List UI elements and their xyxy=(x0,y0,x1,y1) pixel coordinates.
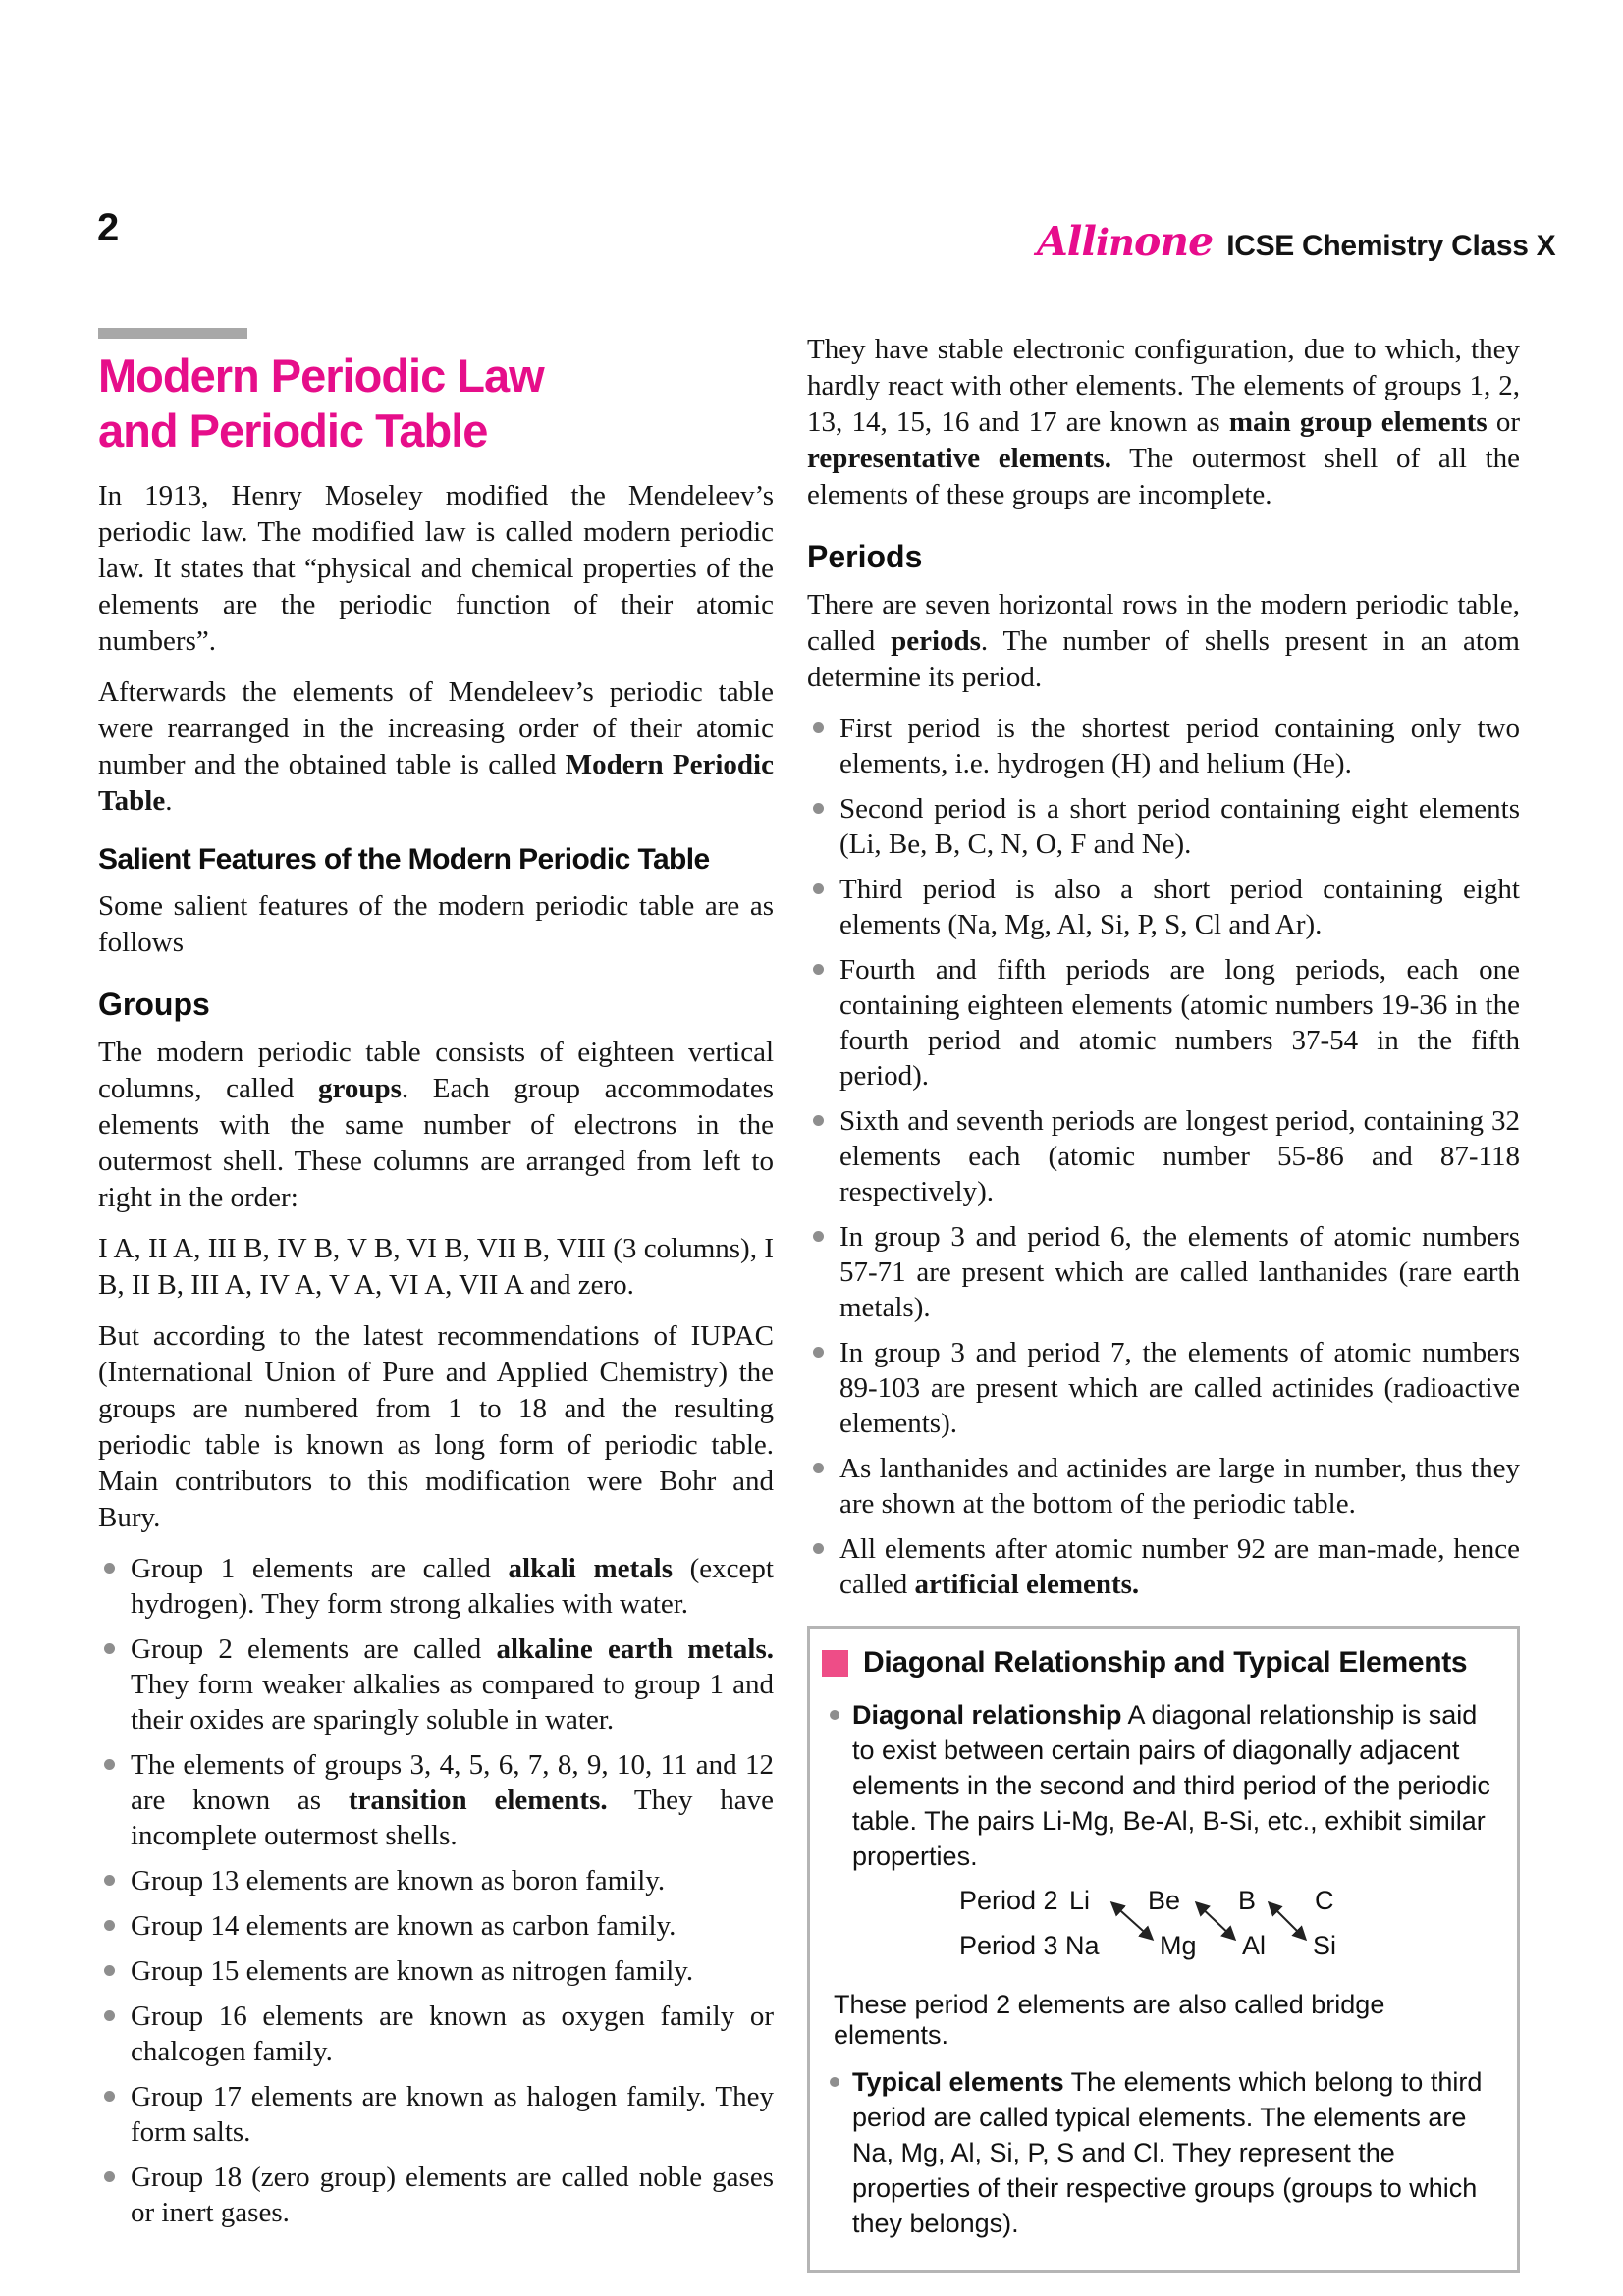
list-item: Typical elements The elements which belong to third period are called typical elements. The elements are Na, Mg, Al, Si, P, S and Cl. They represent the properties of their respective groups (groups to which they belongs). xyxy=(822,2064,1499,2241)
list-item: Group 16 elements are known as oxygen family or chalcogen family. xyxy=(98,1999,774,2069)
infobox-heading xyxy=(822,1646,1499,1680)
diagonal-relationship-box xyxy=(807,1626,1520,2273)
salient-features-heading: Salient Features of the Modern Periodic Table xyxy=(98,843,710,876)
chapter-rule xyxy=(98,328,247,339)
salient-intro: Some salient features of the modern periodic table are as follows xyxy=(98,890,774,958)
list-item: Group 13 elements are known as boron family. xyxy=(98,1863,774,1898)
list-item: Group 14 elements are known as carbon family. xyxy=(98,1908,774,1944)
groups-bullet-list xyxy=(98,1551,774,2230)
arrow-b-si xyxy=(1270,1903,1305,1939)
list-item: As lanthanides and actinides are large in number, thus they are shown at the bottom of the periodic table. xyxy=(807,1451,1520,1522)
infobox-list-top xyxy=(822,1697,1499,1874)
arrow-be-al xyxy=(1197,1903,1234,1939)
page-number: 2 xyxy=(97,206,120,249)
right-column xyxy=(807,332,1520,2273)
infobox-list-bottom xyxy=(822,2064,1499,2241)
groups-paragraph-2: But according to the latest recommendations of IUPAC (International Union of Pure and Applied Chemistry) the groups are numbered from 1 to 18 and the resulting periodic table is known as long form of periodic table. Main contributors to this modification were Bohr and Bury. xyxy=(98,1320,774,1533)
diagonal-relationship-diagram xyxy=(822,1886,1499,1980)
logo-one: one xyxy=(1133,218,1214,265)
list-item: The elements of groups 3, 4, 5, 6, 7, 8, 9, 10, 11 and 12 are known as transition elements. They have incomplete outermost shells. xyxy=(98,1747,774,1853)
list-item: Diagonal relationship A diagonal relationship is said to exist between certain pairs of diagonally adjacent elements in the second and third period of the periodic table. The pairs Li-Mg, Be-Al, B-Si, etc., exhibit similar properties. xyxy=(822,1697,1499,1874)
element-be: Be xyxy=(1148,1886,1181,1915)
arrow-li-mg xyxy=(1112,1903,1152,1939)
list-item: First period is the shortest period containing only two elements, i.e. hydrogen (H) and helium (He). xyxy=(807,711,1520,781)
page-header-brand xyxy=(1037,218,1555,265)
element-mg: Mg xyxy=(1160,1931,1197,1960)
periods-bullet-list xyxy=(807,711,1520,1602)
logo-in: in xyxy=(1095,221,1134,264)
groups-heading: Groups xyxy=(98,987,210,1022)
infobox-heading-text: Diagonal Relationship and Typical Elements xyxy=(863,1646,1468,1679)
list-item: All elements after atomic number 92 are man-made, hence called artificial elements. xyxy=(807,1531,1520,1602)
element-si: Si xyxy=(1313,1931,1337,1960)
list-item: Fourth and fifth periods are long periods, each one containing eighteen elements (atomic numbers 19-36 in the fourth period and atomic numbers 37-54 in the fifth period). xyxy=(807,952,1520,1094)
list-item: Sixth and seventh periods are longest period, containing 32 elements each (atomic number 55-86 and 87-118 respectively). xyxy=(807,1103,1520,1209)
period-3-label: Period 3 xyxy=(959,1931,1058,1960)
element-li: Li xyxy=(1069,1886,1091,1915)
element-b: B xyxy=(1238,1886,1257,1915)
left-column xyxy=(98,328,774,2240)
periods-intro: There are seven horizontal rows in the modern periodic table, called periods. The number of shells present in an atom determine its period. xyxy=(807,589,1520,693)
list-item: In group 3 and period 6, the elements of atomic numbers 57-71 are present which are called lanthanides (rare earth metals). xyxy=(807,1219,1520,1325)
chapter-title xyxy=(98,348,774,458)
list-item: Group 18 (zero group) elements are called noble gases or inert gases. xyxy=(98,2160,774,2230)
logo-all: All xyxy=(1037,218,1096,265)
intro-paragraph-2: Afterwards the elements of Mendeleev’s periodic table were rearranged in the increasing order of their atomic number and the obtained table is called Modern Periodic Table. xyxy=(98,676,774,817)
groups-paragraph-1: The modern periodic table consists of eighteen vertical columns, called groups. Each group accommodates elements with the same number of electrons in the outermost shell. These columns are arranged from left to right in the order: xyxy=(98,1037,774,1213)
allinone-logo xyxy=(1037,218,1213,265)
pink-square-icon xyxy=(822,1650,848,1677)
list-item: Group 17 elements are known as halogen family. They form salts. xyxy=(98,2079,774,2150)
list-item: In group 3 and period 7, the elements of atomic numbers 89-103 are present which are called actinides (radioactive elements). xyxy=(807,1335,1520,1441)
list-item: Group 15 elements are known as nitrogen family. xyxy=(98,1953,774,1989)
list-item: Group 2 elements are called alkaline earth metals. They form weaker alkalies as compared to group 1 and their oxides are sparingly soluble in water. xyxy=(98,1631,774,1737)
list-item: Group 1 elements are called alkali metals (except hydrogen). They form strong alkalies with water. xyxy=(98,1551,774,1622)
element-al: Al xyxy=(1242,1931,1267,1960)
groups-order-list: I A, II A, III B, IV B, V B, VI B, VII B, VIII (3 columns), I B, II B, III A, IV A, V A, VI A, VII A and zero. xyxy=(98,1233,774,1301)
list-item: Second period is a short period containing eight elements (Li, Be, B, C, N, O, F and Ne). xyxy=(807,791,1520,862)
list-item: Third period is also a short period containing eight elements (Na, Mg, Al, Si, P, S, Cl and Ar). xyxy=(807,872,1520,942)
intro-paragraph-1: In 1913, Henry Moseley modified the Mendeleev’s periodic law. The modified law is called modern periodic law. It states that “physical and chemical properties of the elements are the periodic function of their atomic numbers”. xyxy=(98,480,774,657)
main-group-paragraph: They have stable electronic configuration, due to which, they hardly react with other elements. The elements of groups 1, 2, 13, 14, 15, 16 and 17 are known as main group elements or representative elements. The outermost shell of all the elements of these groups are incomplete. xyxy=(807,334,1520,510)
bridge-elements-note: These period 2 elements are also called bridge elements. xyxy=(834,1990,1385,2050)
period-2-label: Period 2 xyxy=(959,1886,1058,1915)
element-c: C xyxy=(1315,1886,1334,1915)
book-title: ICSE Chemistry Class X xyxy=(1226,230,1556,262)
chapter-title-line1: Modern Periodic Law xyxy=(98,349,544,401)
chapter-title-line2: and Periodic Table xyxy=(98,404,488,456)
periods-heading: Periods xyxy=(807,539,923,574)
element-na: Na xyxy=(1065,1931,1100,1960)
